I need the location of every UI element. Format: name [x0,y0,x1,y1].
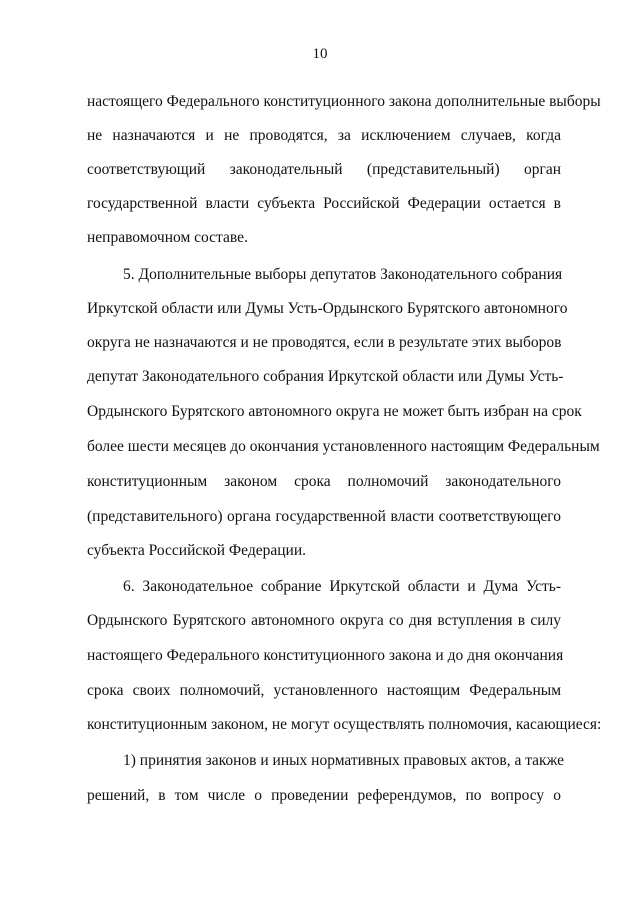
text-line: настоящего Федерального конституционного закона дополнительные выборы [87,93,601,110]
text-line: конституционным законом, не могут осуществлять полномочия, касающиеся: [87,716,602,733]
text-line: Иркутской области или Думы Усть-Ордынского Бурятского автономного [87,300,568,317]
text-line: Ордынского Бурятского автономного округа не может быть избран на срок [87,403,582,420]
text-line: конституционным законом срока полномочий законодательного [87,473,561,490]
text-line: решений, в том числе о проведении референдумов, по вопросу о [87,787,561,804]
text-line: государственной власти субъекта Российской Федерации остается в [87,195,561,212]
text-line: срока своих полномочий, установленного настоящим Федеральным [87,682,561,699]
text-line: округа не назначаются и не проводятся, если в результате этих выборов [87,334,562,351]
text-line: депутат Законодательного собрания Иркутской области или Думы Усть- [87,368,564,385]
text-line: неправомочном составе. [87,229,248,246]
text-line: настоящего Федерального конституционного закона и до дня окончания [87,647,564,664]
paragraph-5-start: 5. Дополнительные выборы депутатов Законодательного собрания [123,266,563,283]
text-line: более шести месяцев до окончания установленного настоящим Федеральным [87,438,600,455]
text-line: соответствующий законодательный (представительный) орган [87,161,561,178]
page-number: 10 [312,46,328,62]
list-item-1-start: 1) принятия законов и иных нормативных правовых актов, а также [123,752,564,769]
text-line: (представительного) органа государственной власти соответствующего [87,508,561,525]
text-line: субъекта Российской Федерации. [87,542,306,559]
text-line: не назначаются и не проводятся, за исключением случаев, когда [87,127,561,144]
paragraph-6-start: 6. Законодательное собрание Иркутской области и Дума Усть- [123,578,561,595]
text-line: Ордынского Бурятского автономного округа со дня вступления в силу [87,612,561,629]
